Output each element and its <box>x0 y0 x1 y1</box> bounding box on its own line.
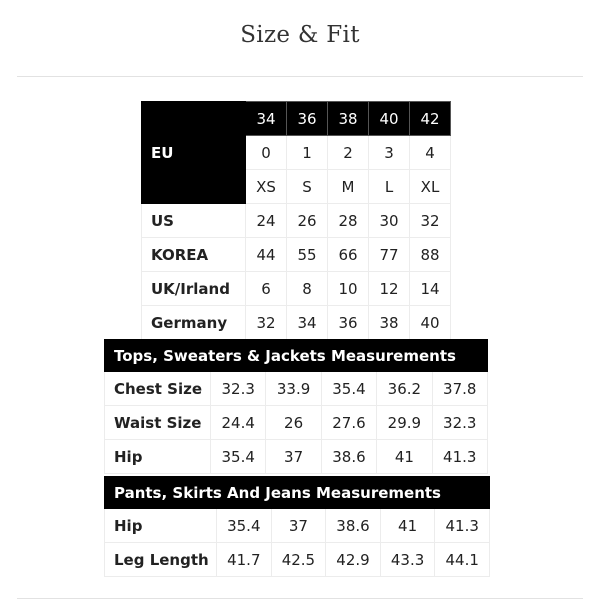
size-cell: 6 <box>246 272 287 306</box>
eu-size-cell: 40 <box>369 102 410 136</box>
measure-cell: 32.3 <box>211 372 266 406</box>
row-label: Leg Length <box>105 543 217 577</box>
eu-label: EU <box>142 102 246 204</box>
page-title: Size & Fit <box>240 22 360 48</box>
measure-cell: 35.4 <box>217 509 272 543</box>
size-cell: 10 <box>328 272 369 306</box>
measure-cell: 41.7 <box>217 543 272 577</box>
measure-cell: 44.1 <box>435 543 490 577</box>
hip-row <box>105 509 490 543</box>
row-label: Waist Size <box>105 406 211 440</box>
size-cell: 12 <box>369 272 410 306</box>
row-label: KOREA <box>142 238 246 272</box>
pants-heading: Pants, Skirts And Jeans Measurements <box>105 477 490 509</box>
measure-cell: 42.5 <box>271 543 326 577</box>
size-cell: 66 <box>328 238 369 272</box>
section-header-row <box>105 477 490 509</box>
chest-row <box>105 372 488 406</box>
letter-size-cell: L <box>369 170 410 204</box>
measure-cell: 35.4 <box>211 440 266 474</box>
uk-row <box>142 272 451 306</box>
measure-cell: 27.6 <box>321 406 376 440</box>
numeric-size-cell: 3 <box>369 136 410 170</box>
size-cell: 8 <box>287 272 328 306</box>
row-label: UK/Irland <box>142 272 246 306</box>
measure-cell: 41.3 <box>435 509 490 543</box>
numeric-size-cell: 0 <box>246 136 287 170</box>
row-label: US <box>142 204 246 238</box>
germany-row <box>142 306 451 340</box>
numeric-size-cell: 2 <box>328 136 369 170</box>
size-cell: 30 <box>369 204 410 238</box>
korea-row <box>142 238 451 272</box>
size-cell: 77 <box>369 238 410 272</box>
letter-size-cell: XL <box>410 170 451 204</box>
size-cell: 34 <box>287 306 328 340</box>
measure-cell: 26 <box>266 406 321 440</box>
pants-measurements-table <box>104 476 490 577</box>
size-cell: 32 <box>246 306 287 340</box>
measure-cell: 43.3 <box>380 543 435 577</box>
bottom-divider <box>17 598 583 599</box>
size-cell: 38 <box>369 306 410 340</box>
measure-cell: 38.6 <box>321 440 376 474</box>
size-cell: 26 <box>287 204 328 238</box>
top-divider <box>17 76 583 77</box>
row-label: Hip <box>105 509 217 543</box>
letter-size-cell: S <box>287 170 328 204</box>
measure-cell: 33.9 <box>266 372 321 406</box>
size-cell: 28 <box>328 204 369 238</box>
measure-cell: 41.3 <box>432 440 487 474</box>
row-label: Chest Size <box>105 372 211 406</box>
size-cell: 55 <box>287 238 328 272</box>
measure-cell: 24.4 <box>211 406 266 440</box>
measure-cell: 37.8 <box>432 372 487 406</box>
eu-size-cell: 42 <box>410 102 451 136</box>
letter-size-cell: M <box>328 170 369 204</box>
tops-heading: Tops, Sweaters & Jackets Measurements <box>105 340 488 372</box>
size-cell: 32 <box>410 204 451 238</box>
measure-cell: 35.4 <box>321 372 376 406</box>
numeric-size-cell: 4 <box>410 136 451 170</box>
size-conversion-table <box>141 101 451 340</box>
measure-cell: 29.9 <box>377 406 432 440</box>
measure-cell: 37 <box>266 440 321 474</box>
eu-size-cell: 36 <box>287 102 328 136</box>
letter-size-cell: XS <box>246 170 287 204</box>
size-cell: 40 <box>410 306 451 340</box>
tops-measurements-table <box>104 339 488 474</box>
measure-cell: 41 <box>380 509 435 543</box>
section-header-row <box>105 340 488 372</box>
size-cell: 44 <box>246 238 287 272</box>
leg-length-row <box>105 543 490 577</box>
waist-row <box>105 406 488 440</box>
eu-size-row <box>142 102 451 136</box>
eu-size-cell: 34 <box>246 102 287 136</box>
size-cell: 24 <box>246 204 287 238</box>
size-cell: 36 <box>328 306 369 340</box>
measure-cell: 32.3 <box>432 406 487 440</box>
row-label: Germany <box>142 306 246 340</box>
measure-cell: 36.2 <box>377 372 432 406</box>
measure-cell: 41 <box>377 440 432 474</box>
measure-cell: 38.6 <box>326 509 381 543</box>
us-row <box>142 204 451 238</box>
size-cell: 14 <box>410 272 451 306</box>
numeric-size-cell: 1 <box>287 136 328 170</box>
row-label: Hip <box>105 440 211 474</box>
eu-size-cell: 38 <box>328 102 369 136</box>
measure-cell: 37 <box>271 509 326 543</box>
size-cell: 88 <box>410 238 451 272</box>
hip-row <box>105 440 488 474</box>
measure-cell: 42.9 <box>326 543 381 577</box>
